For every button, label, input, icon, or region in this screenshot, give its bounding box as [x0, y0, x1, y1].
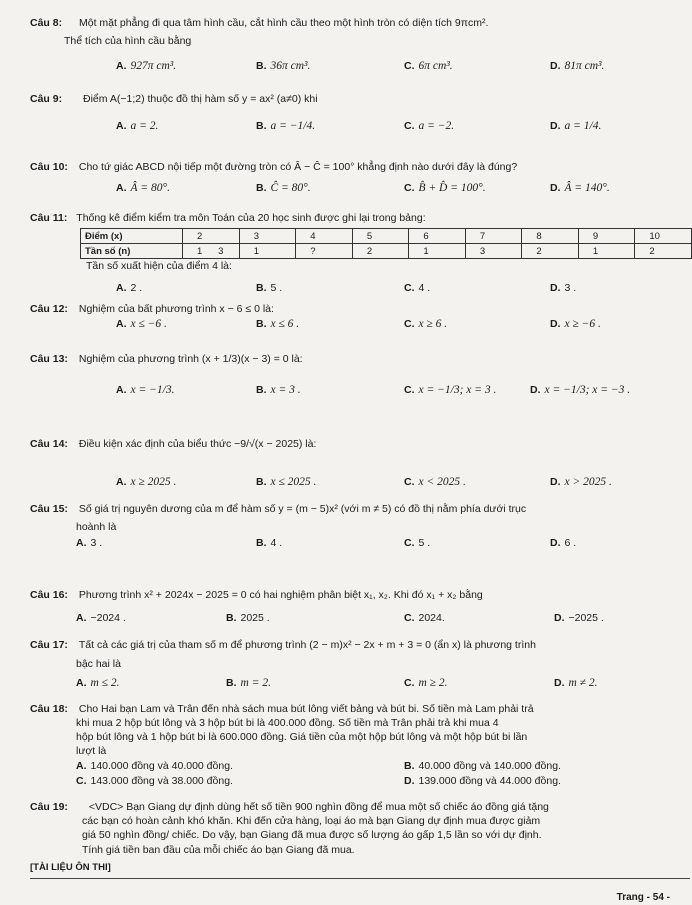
options-q14: A. x ≥ 2025 . B. x ≤ 2025 . C. x < 2025 . D. x > 2025 .: [116, 476, 612, 488]
option-a: 3 .: [90, 537, 103, 549]
option-c: m ≥ 2.: [418, 677, 448, 689]
footer-label: [TÀI LIỆU ÔN THI]: [30, 862, 111, 873]
table-cell: 5: [352, 229, 409, 244]
question-text-2: bậc hai là: [76, 658, 121, 670]
option-a: x = −1/3.: [130, 384, 175, 396]
question-text-line: giá 50 nghìn đồng/ chiếc. Do vậy, bạn Giang đã mua được số lượng áo gấp 1,5 lần so với dự định.: [82, 829, 542, 841]
question-label: Câu 14:: [30, 438, 68, 450]
option-b: 36π cm³.: [270, 60, 311, 72]
options-q15: A. 3 . B. 4 . C. 5 . D. 6 .: [76, 537, 577, 549]
table-cell: 9: [578, 229, 635, 244]
table-cell: ?: [296, 244, 353, 259]
question-label: Câu 16:: [30, 589, 68, 601]
question-16: [30, 588, 680, 602]
table-header-cell: Tần số (n): [81, 244, 183, 259]
option-d: m ≠ 2.: [568, 677, 598, 689]
question-17: [30, 638, 680, 652]
question-9: [30, 92, 680, 106]
option-b: 2025 .: [240, 612, 270, 624]
question-text-line: Tính giá tiền ban đầu của mỗi chiếc áo bạn Giang đã mua.: [82, 844, 355, 856]
table-cell: 3: [239, 229, 296, 244]
table-cell: 1 3: [182, 244, 239, 259]
question-text: Một mặt phẳng đi qua tâm hình cầu, cắt hình cầu theo một hình tròn có diện tích 9πcm².: [79, 17, 489, 29]
option-d: 3 .: [564, 282, 577, 294]
option-b: x = 3 .: [270, 384, 301, 396]
question-text: Cho tứ giác ABCD nội tiếp một đường tròn có Â − Ĉ = 100° khẳng định nào dưới đây là đúng?: [78, 161, 518, 173]
option-d: 139.000 đồng và 44.000 đồng.: [418, 775, 561, 787]
question-text-2: hoành là: [76, 521, 117, 533]
table-cell: 2: [635, 244, 692, 259]
question-text: <VDC> Bạn Giang dự định dùng hết số tiền 900 nghìn đồng để mua một số chiếc áo đồng giá tặng: [88, 801, 549, 813]
option-d: Â = 140°.: [564, 182, 610, 194]
option-d: x = −1/3; x = −3 .: [544, 384, 631, 396]
option-a: 2 .: [130, 282, 143, 294]
option-a: a = 2.: [130, 120, 159, 132]
question-14: [30, 437, 680, 451]
options-q18-row2: C. 143.000 đồng và 38.000 đồng. D. 139.000 đồng và 44.000 đồng.: [76, 775, 561, 787]
option-b: x ≤ 6 .: [270, 318, 300, 330]
option-b: 5 .: [270, 282, 283, 294]
question-label: Câu 17:: [30, 639, 68, 651]
options-q9: A. a = 2. B. a = −1/4. C. a = −2. D. a = 1/4.: [116, 120, 602, 132]
question-text: Phương trình x² + 2024x − 2025 = 0 có hai nghiệm phân biệt x₁, x₂. Khi đó x₁ + x₂ bằng: [78, 589, 483, 601]
options-q8: A. 927π cm³. B. 36π cm³. C. 6π cm³. D. 81π cm³.: [116, 60, 605, 72]
option-c: a = −2.: [418, 120, 455, 132]
option-a: Â = 80°.: [130, 182, 171, 194]
option-b: 4 .: [270, 537, 283, 549]
option-c: 6π cm³.: [418, 60, 453, 72]
question-text: Cho Hai bạn Lam và Trân đến nhà sách mua bút lông viết bảng và bút bi. Số tiền mà Lam phải trả: [78, 703, 534, 715]
options-q17: A. m ≤ 2. B. m = 2. C. m ≥ 2. D. m ≠ 2.: [76, 677, 598, 689]
table-cell: 8: [522, 229, 579, 244]
table-cell: 1: [578, 244, 635, 259]
table-cell: 3: [465, 244, 522, 259]
question-10: [30, 160, 680, 174]
footer-divider: [30, 878, 690, 879]
question-text-line: khi mua 2 hộp bút lông và 3 hộp bút bi là 400.000 đồng. Số tiền mà Trân phải trả khi mua 4: [76, 717, 499, 729]
option-d: −2025 .: [568, 612, 604, 624]
option-b: a = −1/4.: [270, 120, 316, 132]
option-b: 40.000 đồng và 140.000 đồng.: [418, 760, 561, 772]
options-q12: A. x ≤ −6 . B. x ≤ 6 . C. x ≥ 6 . D. x ≥ −6 .: [116, 318, 601, 330]
table-cell: 2: [522, 244, 579, 259]
table-cell: 4: [296, 229, 353, 244]
option-d: 81π cm³.: [564, 60, 605, 72]
option-b: x ≤ 2025 .: [270, 476, 317, 488]
option-a: x ≥ 2025 .: [130, 476, 177, 488]
question-label: Câu 8:: [30, 17, 63, 29]
question-text: Số giá trị nguyên dương của m để hàm số y = (m − 5)x² (với m ≠ 5) có đồ thị nằm phía dưới trục: [78, 503, 527, 515]
table-cell: 10: [635, 229, 692, 244]
question-text-2: Thể tích của hình cầu bằng: [64, 35, 192, 47]
question-12: [30, 302, 680, 316]
option-a: −2024 .: [90, 612, 126, 624]
table-cell: 1: [239, 244, 296, 259]
option-d: x ≥ −6 .: [564, 318, 601, 330]
option-c: B̂ + D̂ = 100°.: [418, 182, 486, 194]
option-d: a = 1/4.: [564, 120, 602, 132]
option-c: x ≥ 6 .: [418, 318, 448, 330]
question-text-line: hộp bút lông và 1 hộp bút bi là 600.000 đồng. Giá tiền của một hộp bút lông và một hộp bút bi lần: [76, 731, 528, 743]
question-label: Câu 18:: [30, 703, 68, 715]
table-cell: 2: [352, 244, 409, 259]
question-label: Câu 9:: [30, 93, 63, 105]
option-d: x > 2025 .: [564, 476, 612, 488]
table-cell: 6: [409, 229, 466, 244]
option-c: 2024.: [418, 612, 445, 624]
option-b: Ĉ = 80°.: [270, 182, 311, 194]
option-c: 4 .: [418, 282, 431, 294]
question-label: Câu 13:: [30, 353, 68, 365]
options-q11: A. 2 . B. 5 . C. 4 . D. 3 .: [116, 282, 577, 294]
question-label: Câu 10:: [30, 161, 68, 173]
question-label: Câu 15:: [30, 503, 68, 515]
table-cell: 2: [182, 229, 239, 244]
options-q18-row1: A. 140.000 đồng và 40.000 đồng. B. 40.000 đồng và 140.000 đồng.: [76, 760, 561, 772]
table-row: [81, 229, 692, 244]
question-text: Điểm A(−1;2) thuộc đồ thị hàm số y = ax² (a≠0) khi: [83, 93, 318, 105]
option-a: x ≤ −6 .: [130, 318, 167, 330]
option-c: 5 .: [418, 537, 431, 549]
question-text: Nghiệm của bất phương trình x − 6 ≤ 0 là:: [78, 303, 274, 315]
page-number: Trang - 54 -: [616, 892, 670, 903]
table-cell: 7: [465, 229, 522, 244]
option-d: 6 .: [564, 537, 577, 549]
question-15: [30, 502, 680, 516]
option-c: 143.000 đồng và 38.000 đồng.: [90, 775, 233, 787]
question-text-2: Tần số xuất hiện của điểm 4 là:: [86, 260, 232, 272]
question-8: [30, 16, 680, 30]
table-cell: 1: [409, 244, 466, 259]
table-row: [81, 244, 692, 259]
question-label: Câu 11:: [30, 212, 68, 224]
question-11: [30, 211, 680, 225]
table-header-cell: Điểm (x): [81, 229, 183, 244]
options-q10: A. Â = 80°. B. Ĉ = 80°. C. B̂ + D̂ = 100°. D. Â = 140°.: [116, 182, 610, 194]
score-frequency-table: [80, 228, 692, 259]
question-text: Nghiệm của phương trình (x + 1/3)(x − 3) = 0 là:: [78, 353, 303, 365]
question-text: Thống kê điểm kiểm tra môn Toán của 20 học sinh được ghi lại trong bảng:: [76, 212, 426, 224]
option-b: m = 2.: [240, 677, 271, 689]
option-a: m ≤ 2.: [90, 677, 120, 689]
question-19: [30, 800, 680, 814]
question-text-line: các bạn có hoàn cảnh khó khăn. Khi đến cửa hàng, loại áo mà bạn Giang dự định mua được giảm: [82, 815, 541, 827]
option-c: x < 2025 .: [418, 476, 466, 488]
options-q13: A. x = −1/3. B. x = 3 . C. x = −1/3; x = 3 . D. x = −1/3; x = −3 .: [116, 384, 631, 396]
option-c: x = −1/3; x = 3 .: [418, 384, 497, 396]
question-text: Tất cả các giá trị của tham số m để phương trình (2 − m)x² − 2x + m + 3 = 0 (ẩn x) là phương trình: [78, 639, 536, 651]
question-18: [30, 702, 680, 716]
question-text: Điều kiện xác định của biểu thức −9/√(x − 2025) là:: [78, 438, 317, 450]
option-a: 927π cm³.: [130, 60, 177, 72]
question-13: [30, 352, 680, 366]
option-a: 140.000 đồng và 40.000 đồng.: [90, 760, 233, 772]
options-q16: A. −2024 . B. 2025 . C. 2024. D. −2025 .: [76, 612, 604, 624]
question-label: Câu 12:: [30, 303, 68, 315]
question-label: Câu 19:: [30, 801, 68, 813]
question-text-line: lượt là: [76, 745, 107, 757]
